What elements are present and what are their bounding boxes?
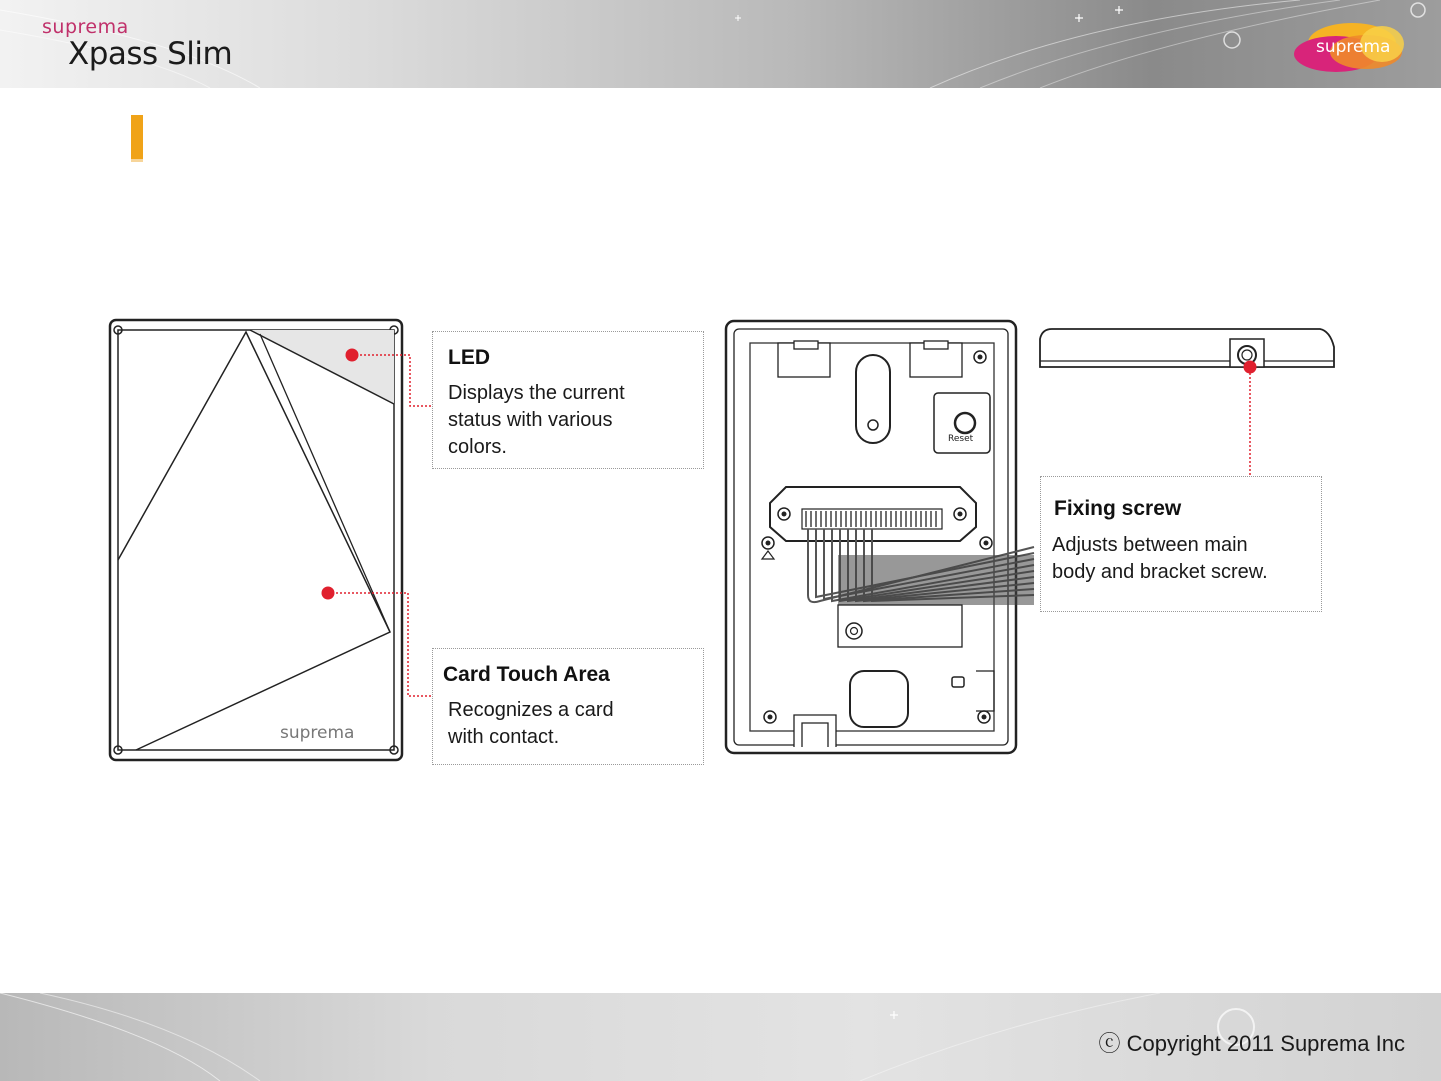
fixing-screw-description: Adjusts between main body and bracket screw.	[1052, 534, 1268, 583]
card-area-leader-line	[318, 580, 438, 700]
led-callout-title: LED	[448, 346, 490, 369]
card-touch-area-callout	[432, 648, 704, 765]
side-view-illustration	[1036, 325, 1340, 485]
reset-label: Reset	[948, 434, 974, 444]
fixing-screw-marker-dot	[1244, 361, 1257, 374]
product-title: Xpass Slim	[68, 36, 233, 72]
front-brand-text: suprema	[280, 723, 355, 743]
fixing-screw-title: Fixing screw	[1054, 497, 1182, 520]
copyright-text: ⓒ Copyright 2011 Suprema Inc	[1098, 1031, 1405, 1056]
led-callout	[432, 331, 704, 469]
card-touch-area-description: Recognizes a card with contact.	[448, 699, 614, 748]
fixing-screw-callout	[1040, 476, 1322, 612]
back-device-illustration	[720, 315, 1040, 760]
footer-banner	[0, 993, 1441, 1081]
card-touch-area-title: Card Touch Area	[443, 663, 610, 686]
led-marker-dot	[346, 349, 359, 362]
card-area-marker-dot	[322, 587, 335, 600]
logo-wordmark: suprema	[1316, 37, 1391, 57]
header-banner	[0, 0, 1441, 88]
section-accent-bar	[131, 115, 143, 159]
brand-wordmark: suprema	[42, 16, 129, 38]
led-leader-line	[340, 340, 440, 420]
led-callout-description: Displays the current status with various colors.	[448, 382, 625, 458]
